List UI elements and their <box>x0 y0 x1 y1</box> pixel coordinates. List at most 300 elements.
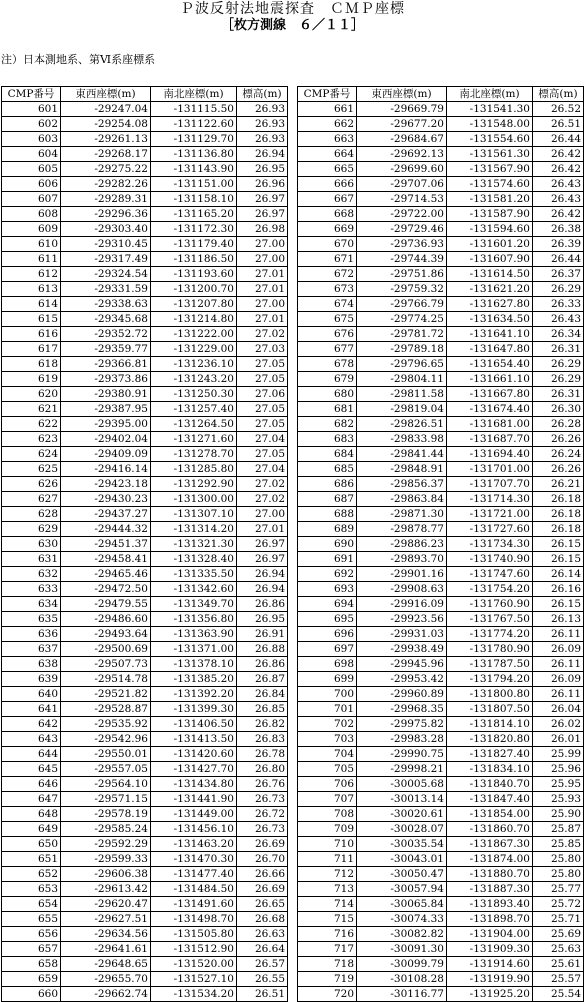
north-south-cell: -131834.10 <box>447 762 533 777</box>
elevation-cell: 25.80 <box>533 867 584 882</box>
north-south-cell: -131681.00 <box>447 417 533 432</box>
north-south-cell: -131734.30 <box>447 537 533 552</box>
elevation-cell: 26.38 <box>533 222 584 237</box>
table-row <box>2 807 288 822</box>
table-row <box>298 792 584 807</box>
cmp-number-cell: 613 <box>2 282 61 297</box>
elevation-cell: 26.95 <box>237 162 288 177</box>
cmp-number-cell: 672 <box>298 267 357 282</box>
elevation-cell: 26.01 <box>533 732 584 747</box>
east-west-cell: -29634.56 <box>61 927 151 942</box>
cmp-number-cell: 697 <box>298 642 357 657</box>
cmp-number-cell: 666 <box>298 177 357 192</box>
cmp-number-cell: 688 <box>298 507 357 522</box>
table-row <box>2 882 288 897</box>
page-subtitle: ［枚方測線 ６／１１］ <box>220 18 364 33</box>
table-row <box>2 417 288 432</box>
elevation-cell: 26.84 <box>237 687 288 702</box>
north-south-cell: -131243.20 <box>151 372 237 387</box>
east-west-cell: -29893.70 <box>357 552 447 567</box>
cmp-number-cell: 612 <box>2 267 61 282</box>
elevation-cell: 27.02 <box>237 477 288 492</box>
north-south-cell: -131880.70 <box>447 867 533 882</box>
table-row <box>298 192 584 207</box>
east-west-cell: -29317.49 <box>61 252 151 267</box>
north-south-cell: -131427.70 <box>151 762 237 777</box>
north-south-cell: -131654.40 <box>447 357 533 372</box>
east-west-cell: -29296.36 <box>61 207 151 222</box>
east-west-cell: -29833.98 <box>357 432 447 447</box>
north-south-cell: -131172.30 <box>151 222 237 237</box>
north-south-cell: -131674.40 <box>447 402 533 417</box>
east-west-cell: -29507.73 <box>61 657 151 672</box>
east-west-cell: -29908.63 <box>357 582 447 597</box>
north-south-cell: -131463.20 <box>151 837 237 852</box>
cmp-number-cell: 611 <box>2 252 61 267</box>
elevation-cell: 26.63 <box>237 927 288 942</box>
elevation-cell: 26.51 <box>533 117 584 132</box>
east-west-cell: -29627.51 <box>61 912 151 927</box>
elevation-cell: 26.95 <box>237 612 288 627</box>
elevation-cell: 25.63 <box>533 942 584 957</box>
north-south-cell: -131321.30 <box>151 537 237 552</box>
east-west-cell: -29564.10 <box>61 777 151 792</box>
east-west-cell: -29380.91 <box>61 387 151 402</box>
table-row <box>2 372 288 387</box>
north-south-cell: -131136.80 <box>151 147 237 162</box>
elevation-cell: 26.97 <box>237 552 288 567</box>
north-south-cell: -131179.40 <box>151 237 237 252</box>
north-south-cell: -131441.90 <box>151 792 237 807</box>
north-south-cell: -131158.10 <box>151 192 237 207</box>
table-row <box>298 207 584 222</box>
elevation-cell: 25.95 <box>533 777 584 792</box>
north-south-cell: -131760.90 <box>447 597 533 612</box>
east-west-cell: -29871.30 <box>357 507 447 522</box>
north-south-cell: -131151.00 <box>151 177 237 192</box>
cmp-number-cell: 653 <box>2 882 61 897</box>
north-south-cell: -131721.00 <box>447 507 533 522</box>
east-west-cell: -29796.65 <box>357 357 447 372</box>
east-west-cell: -29592.29 <box>61 837 151 852</box>
elevation-cell: 26.37 <box>533 267 584 282</box>
elevation-cell: 26.51 <box>237 987 288 1002</box>
elevation-cell: 27.05 <box>237 357 288 372</box>
cmp-number-cell: 662 <box>298 117 357 132</box>
north-south-cell: -131621.20 <box>447 282 533 297</box>
cmp-number-cell: 714 <box>298 897 357 912</box>
elevation-cell: 26.44 <box>533 132 584 147</box>
east-west-cell: -29901.16 <box>357 567 447 582</box>
header-cmp-number: CMP番号 <box>298 87 357 102</box>
table-row <box>298 402 584 417</box>
table-row <box>2 552 288 567</box>
elevation-cell: 26.42 <box>533 147 584 162</box>
cmp-number-cell: 640 <box>2 687 61 702</box>
east-west-cell: -29655.70 <box>61 972 151 987</box>
east-west-cell: -29983.28 <box>357 732 447 747</box>
table-row <box>298 597 584 612</box>
north-south-cell: -131919.90 <box>447 972 533 987</box>
north-south-cell: -131567.90 <box>447 162 533 177</box>
elevation-cell: 26.44 <box>533 252 584 267</box>
elevation-cell: 26.18 <box>533 522 584 537</box>
table-header-row <box>2 87 288 102</box>
table-row <box>298 507 584 522</box>
elevation-cell: 26.11 <box>533 687 584 702</box>
east-west-cell: -29275.22 <box>61 162 151 177</box>
cmp-number-cell: 623 <box>2 432 61 447</box>
cmp-number-cell: 620 <box>2 387 61 402</box>
east-west-cell: -29331.59 <box>61 282 151 297</box>
east-west-cell: -29599.33 <box>61 852 151 867</box>
cmp-number-cell: 654 <box>2 897 61 912</box>
table-row <box>298 702 584 717</box>
elevation-cell: 26.30 <box>533 402 584 417</box>
east-west-cell: -29722.00 <box>357 207 447 222</box>
east-west-cell: -30065.84 <box>357 897 447 912</box>
cmp-number-cell: 690 <box>298 537 357 552</box>
north-south-cell: -131271.60 <box>151 432 237 447</box>
north-south-cell: -131787.50 <box>447 657 533 672</box>
north-south-cell: -131747.60 <box>447 567 533 582</box>
table-row <box>298 162 584 177</box>
table-row <box>2 342 288 357</box>
north-south-cell: -131278.70 <box>151 447 237 462</box>
elevation-cell: 26.02 <box>533 717 584 732</box>
elevation-cell: 26.28 <box>533 417 584 432</box>
elevation-cell: 26.93 <box>237 132 288 147</box>
table-row <box>298 972 584 987</box>
elevation-cell: 26.34 <box>533 327 584 342</box>
elevation-cell: 26.91 <box>237 627 288 642</box>
table-row <box>298 417 584 432</box>
elevation-cell: 26.09 <box>533 672 584 687</box>
cmp-number-cell: 708 <box>298 807 357 822</box>
east-west-cell: -29878.77 <box>357 522 447 537</box>
header-east-west: 東西座標(m) <box>357 87 447 102</box>
cmp-number-cell: 604 <box>2 147 61 162</box>
north-south-cell: -131574.60 <box>447 177 533 192</box>
table-row <box>298 927 584 942</box>
table-row <box>2 237 288 252</box>
cmp-number-cell: 684 <box>298 447 357 462</box>
north-south-cell: -131794.20 <box>447 672 533 687</box>
north-south-cell: -131581.20 <box>447 192 533 207</box>
east-west-cell: -29751.86 <box>357 267 447 282</box>
east-west-cell: -29387.95 <box>61 402 151 417</box>
elevation-cell: 27.01 <box>237 312 288 327</box>
table-row <box>298 327 584 342</box>
north-south-cell: -131814.10 <box>447 717 533 732</box>
east-west-cell: -30074.33 <box>357 912 447 927</box>
north-south-cell: -131641.10 <box>447 327 533 342</box>
east-west-cell: -29542.96 <box>61 732 151 747</box>
north-south-cell: -131548.00 <box>447 117 533 132</box>
elevation-cell: 26.64 <box>237 942 288 957</box>
elevation-cell: 25.72 <box>533 897 584 912</box>
north-south-cell: -131887.30 <box>447 882 533 897</box>
cmp-number-cell: 605 <box>2 162 61 177</box>
cmp-number-cell: 655 <box>2 912 61 927</box>
cmp-number-cell: 629 <box>2 522 61 537</box>
table-row <box>298 492 584 507</box>
east-west-cell: -29841.44 <box>357 447 447 462</box>
north-south-cell: -131300.00 <box>151 492 237 507</box>
east-west-cell: -29729.46 <box>357 222 447 237</box>
cmp-number-cell: 665 <box>298 162 357 177</box>
cmp-number-cell: 675 <box>298 312 357 327</box>
table-row <box>2 177 288 192</box>
elevation-cell: 26.88 <box>237 642 288 657</box>
header-north-south: 南北座標(m) <box>447 87 533 102</box>
north-south-cell: -131754.20 <box>447 582 533 597</box>
table-row <box>298 357 584 372</box>
north-south-cell: -131250.30 <box>151 387 237 402</box>
cmp-number-cell: 719 <box>298 972 357 987</box>
north-south-cell: -131484.50 <box>151 882 237 897</box>
table-row <box>2 627 288 642</box>
table-row <box>298 477 584 492</box>
table-row <box>298 642 584 657</box>
north-south-cell: -131413.50 <box>151 732 237 747</box>
page-title: Ｐ波反射法地震探査 ＣＭＰ座標 <box>180 1 405 17</box>
north-south-cell: -131335.50 <box>151 567 237 582</box>
table-row <box>2 972 288 987</box>
elevation-cell: 26.21 <box>533 477 584 492</box>
cmp-number-cell: 673 <box>298 282 357 297</box>
cmp-number-cell: 694 <box>298 597 357 612</box>
cmp-number-cell: 615 <box>2 312 61 327</box>
cmp-number-cell: 692 <box>298 567 357 582</box>
elevation-cell: 26.96 <box>237 177 288 192</box>
elevation-cell: 27.00 <box>237 237 288 252</box>
table-row <box>298 312 584 327</box>
elevation-cell: 26.31 <box>533 387 584 402</box>
elevation-cell: 25.80 <box>533 852 584 867</box>
north-south-cell: -131314.20 <box>151 522 237 537</box>
north-south-cell: -131874.00 <box>447 852 533 867</box>
elevation-cell: 27.01 <box>237 282 288 297</box>
east-west-cell: -29692.13 <box>357 147 447 162</box>
elevation-cell: 26.70 <box>237 852 288 867</box>
cmp-number-cell: 647 <box>2 792 61 807</box>
north-south-cell: -131285.80 <box>151 462 237 477</box>
elevation-cell: 26.72 <box>237 807 288 822</box>
north-south-cell: -131512.90 <box>151 942 237 957</box>
cmp-number-cell: 670 <box>298 237 357 252</box>
north-south-cell: -131767.50 <box>447 612 533 627</box>
table-row <box>2 387 288 402</box>
elevation-cell: 26.80 <box>237 762 288 777</box>
table-row <box>298 237 584 252</box>
east-west-cell: -29571.15 <box>61 792 151 807</box>
elevation-cell: 25.99 <box>533 747 584 762</box>
north-south-cell: -131740.90 <box>447 552 533 567</box>
east-west-cell: -29458.41 <box>61 552 151 567</box>
elevation-cell: 26.98 <box>237 222 288 237</box>
north-south-cell: -131541.30 <box>447 102 533 117</box>
table-row <box>2 477 288 492</box>
north-south-cell: -131214.80 <box>151 312 237 327</box>
elevation-cell: 26.76 <box>237 777 288 792</box>
cmp-number-cell: 669 <box>298 222 357 237</box>
table-header-row <box>298 87 584 102</box>
table-row <box>2 357 288 372</box>
elevation-cell: 25.61 <box>533 957 584 972</box>
elevation-cell: 26.43 <box>533 312 584 327</box>
north-south-cell: -131774.20 <box>447 627 533 642</box>
north-south-cell: -131456.10 <box>151 822 237 837</box>
elevation-cell: 26.29 <box>533 357 584 372</box>
north-south-cell: -131614.50 <box>447 267 533 282</box>
east-west-cell: -29707.06 <box>357 177 447 192</box>
cmp-number-cell: 715 <box>298 912 357 927</box>
north-south-cell: -131840.70 <box>447 777 533 792</box>
cmp-number-cell: 689 <box>298 522 357 537</box>
east-west-cell: -29677.20 <box>357 117 447 132</box>
cmp-number-cell: 716 <box>298 927 357 942</box>
north-south-cell: -131520.00 <box>151 957 237 972</box>
east-west-cell: -29613.42 <box>61 882 151 897</box>
table-row <box>2 717 288 732</box>
elevation-cell: 27.01 <box>237 267 288 282</box>
east-west-cell: -29744.39 <box>357 252 447 267</box>
table-row <box>298 687 584 702</box>
east-west-cell: -29402.04 <box>61 432 151 447</box>
elevation-cell: 26.29 <box>533 282 584 297</box>
east-west-cell: -29486.60 <box>61 612 151 627</box>
cmp-number-cell: 702 <box>298 717 357 732</box>
elevation-cell: 26.11 <box>533 657 584 672</box>
elevation-cell: 25.71 <box>533 912 584 927</box>
east-west-cell: -29303.40 <box>61 222 151 237</box>
east-west-cell: -29528.87 <box>61 702 151 717</box>
table-row <box>2 147 288 162</box>
north-south-cell: -131392.20 <box>151 687 237 702</box>
east-west-cell: -29998.21 <box>357 762 447 777</box>
table-row <box>298 147 584 162</box>
north-south-cell: -131371.00 <box>151 642 237 657</box>
north-south-cell: -131661.10 <box>447 372 533 387</box>
cmp-number-cell: 644 <box>2 747 61 762</box>
north-south-cell: -131143.90 <box>151 162 237 177</box>
elevation-cell: 26.93 <box>237 102 288 117</box>
table-row <box>2 792 288 807</box>
table-row <box>298 462 584 477</box>
elevation-cell: 26.68 <box>237 912 288 927</box>
elevation-cell: 26.29 <box>533 372 584 387</box>
cmp-number-cell: 624 <box>2 447 61 462</box>
elevation-cell: 25.85 <box>533 837 584 852</box>
table-row <box>2 942 288 957</box>
east-west-cell: -29409.09 <box>61 447 151 462</box>
table-row <box>2 102 288 117</box>
north-south-cell: -131867.30 <box>447 837 533 852</box>
cmp-number-cell: 601 <box>2 102 61 117</box>
table-row <box>298 222 584 237</box>
east-west-cell: -29578.19 <box>61 807 151 822</box>
north-south-cell: -131264.50 <box>151 417 237 432</box>
elevation-cell: 27.05 <box>237 417 288 432</box>
table-row <box>2 432 288 447</box>
north-south-cell: -131434.80 <box>151 777 237 792</box>
elevation-cell: 26.57 <box>237 957 288 972</box>
east-west-cell: -29923.56 <box>357 612 447 627</box>
cmp-number-cell: 622 <box>2 417 61 432</box>
elevation-cell: 26.65 <box>237 897 288 912</box>
east-west-cell: -29444.32 <box>61 522 151 537</box>
elevation-cell: 27.04 <box>237 462 288 477</box>
cmp-number-cell: 635 <box>2 612 61 627</box>
north-south-cell: -131257.40 <box>151 402 237 417</box>
cmp-number-cell: 632 <box>2 567 61 582</box>
table-row <box>298 102 584 117</box>
table-row <box>2 957 288 972</box>
east-west-cell: -29789.18 <box>357 342 447 357</box>
table-row <box>298 717 584 732</box>
cmp-number-cell: 652 <box>2 867 61 882</box>
cmp-number-cell: 698 <box>298 657 357 672</box>
cmp-number-cell: 602 <box>2 117 61 132</box>
cmp-number-cell: 667 <box>298 192 357 207</box>
cmp-number-cell: 627 <box>2 492 61 507</box>
table-row <box>2 672 288 687</box>
table-row <box>298 882 584 897</box>
cmp-number-cell: 682 <box>298 417 357 432</box>
elevation-cell: 26.43 <box>533 177 584 192</box>
cmp-number-cell: 650 <box>2 837 61 852</box>
table-row <box>2 507 288 522</box>
table-row <box>2 192 288 207</box>
elevation-cell: 26.94 <box>237 582 288 597</box>
table-row <box>2 207 288 222</box>
north-south-cell: -131925.20 <box>447 987 533 1002</box>
cmp-number-cell: 691 <box>298 552 357 567</box>
north-south-cell: -131854.00 <box>447 807 533 822</box>
table-row <box>2 312 288 327</box>
cmp-number-cell: 610 <box>2 237 61 252</box>
east-west-cell: -29669.79 <box>357 102 447 117</box>
cmp-number-cell: 712 <box>298 867 357 882</box>
north-south-cell: -131898.70 <box>447 912 533 927</box>
cmp-number-cell: 630 <box>2 537 61 552</box>
east-west-cell: -29254.08 <box>61 117 151 132</box>
east-west-cell: -29310.45 <box>61 237 151 252</box>
elevation-cell: 27.05 <box>237 372 288 387</box>
north-south-cell: -131904.00 <box>447 927 533 942</box>
table-row <box>2 132 288 147</box>
east-west-cell: -29430.23 <box>61 492 151 507</box>
cmp-number-cell: 677 <box>298 342 357 357</box>
east-west-cell: -29945.96 <box>357 657 447 672</box>
east-west-cell: -29493.64 <box>61 627 151 642</box>
east-west-cell: -30013.14 <box>357 792 447 807</box>
north-south-cell: -131477.40 <box>151 867 237 882</box>
north-south-cell: -131909.30 <box>447 942 533 957</box>
east-west-cell: -29990.75 <box>357 747 447 762</box>
east-west-cell: -29557.05 <box>61 762 151 777</box>
east-west-cell: -29289.31 <box>61 192 151 207</box>
north-south-cell: -131165.20 <box>151 207 237 222</box>
table-row <box>298 837 584 852</box>
elevation-cell: 26.97 <box>237 207 288 222</box>
east-west-cell: -29938.49 <box>357 642 447 657</box>
elevation-cell: 26.15 <box>533 537 584 552</box>
table-row <box>298 522 584 537</box>
east-west-cell: -29373.86 <box>61 372 151 387</box>
elevation-cell: 26.09 <box>533 642 584 657</box>
